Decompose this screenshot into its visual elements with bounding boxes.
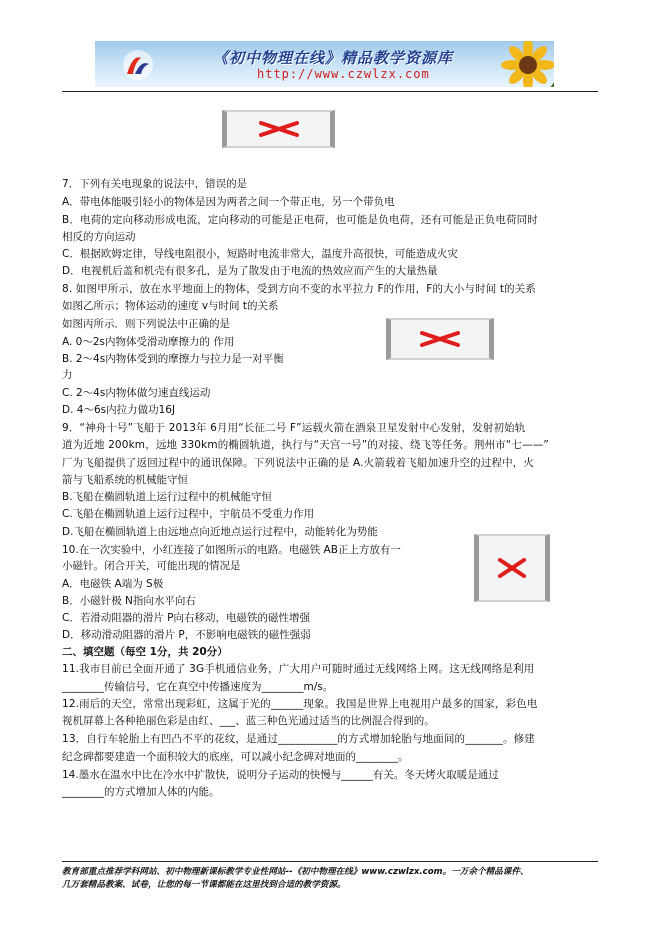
- sunflower-icon: [493, 41, 554, 87]
- q12-stem-cont: 视机屏幕上各种艳丽色彩是由红、___、蓝三种色光通过适当的比例混合得到的。: [62, 715, 435, 727]
- q8-stem: 8. 如图甲所示，放在水平地面上的物体，受到方向不变的水平拉力 F的作用，F的大小与时间 t的关系: [62, 283, 537, 295]
- q8-stem-cont: 如图乙所示；物体运动的速度 v与时间 t的关系: [62, 300, 279, 312]
- figure-placeholder-q10: [474, 534, 550, 602]
- broken-image-icon: [418, 331, 462, 347]
- q7-option-d: D．电视机后盖和机壳有很多孔，是为了散发由于电流的热效应而产生的大量热量: [62, 265, 438, 277]
- figure-placeholder-top: [222, 110, 335, 148]
- q8-stem-cont2: 如图丙所示．则下列说法中正确的是: [62, 318, 230, 330]
- site-logo-icon: [121, 48, 155, 82]
- broken-image-icon: [257, 121, 301, 137]
- q10-option-a: A．电磁铁 A端为 S极: [62, 578, 164, 590]
- q14-stem: 14.墨水在温水中比在冷水中扩散快，说明分子运动的快慢与______有关。冬天烤火取暖是通过: [62, 769, 499, 781]
- banner-url: http://www.czwlzx.com: [257, 67, 430, 81]
- q11-stem-cont: ________传输信号，它在真空中传播速度为________m/s。: [62, 681, 334, 693]
- q9-stem: 9．“神舟十号”飞船于 2013年 6月用“长征二号 F”运载火箭在酒泉卫星发射中心发射，发射初始轨: [62, 422, 526, 434]
- q10-option-d: D．移动滑动阻器的滑片 P，不影响电磁铁的磁性强弱: [62, 629, 311, 641]
- section-heading-fill-in: 二、填空题（每空 1分，共 20分）: [62, 646, 228, 658]
- footer-line-1: 教育部重点推荐学科网站、初中物理新课标教学专业性网站--《初中物理在线》www.czwlzx.com。一万余个精品课件、: [62, 867, 529, 877]
- header-banner: [95, 41, 554, 87]
- q9-option-a-cont: 箭与飞船系统的机械能守恒: [62, 474, 188, 486]
- q8-option-d: D. 4～6s内拉力做功16J: [62, 404, 176, 416]
- q11-stem: 11.我市目前已全面开通了 3G手机通信业务，广大用户可随时通过无线网络上网。这无线网络是利用: [62, 663, 535, 675]
- q9-option-b: B.飞船在椭圆轨道上运行过程中的机械能守恒: [62, 491, 273, 503]
- q8-option-b: B. 2～4s内物体受到的摩擦力与拉力是一对平衡: [62, 353, 284, 365]
- q8-option-c: C. 2～4s内物体做匀速直线运动: [62, 387, 211, 399]
- q10-option-c: C．若滑动阻器的滑片 P向右移动，电磁铁的磁性增强: [62, 612, 310, 624]
- banner-title: 《初中物理在线》精品教学资源库: [213, 49, 454, 67]
- q7-stem: 7．下列有关电现象的说法中，错误的是: [62, 178, 248, 190]
- q12-stem: 12.雨后的天空，常常出现彩虹，这属于光的______现象。我国是世界上电视用户最多的国家，彩色电: [62, 698, 538, 710]
- header-rule: [62, 91, 598, 92]
- q7-option-b: B．电荷的定向移动形成电流，定向移动的可能是正电荷，也可能是负电荷，还有可能是正负电荷同时: [62, 214, 538, 226]
- q9-stem-cont: 道为近地 200km，远地 330km的椭圆轨道，执行与“天宫一号”的对接、绕飞等任务。荆州市“七——”: [62, 439, 549, 451]
- q13-stem: 13．自行车轮胎上有凹凸不平的花纹，是通过___________的方式增加轮胎与地面间的_______。修建: [62, 733, 535, 745]
- footer-line-2: 几万套精品教案、试卷，让您的每一节课都能在这里找到合适的教学资源。: [62, 880, 346, 890]
- q8-option-a: A. 0～2s内物体受滑动摩擦力的 作用: [62, 336, 235, 348]
- q8-option-b-cont: 力: [62, 369, 73, 381]
- q10-option-b: B．小磁针极 N指向水平向右: [62, 595, 196, 607]
- q10-stem: 10.在一次实验中，小红连接了如图所示的电路。电磁铁 AB正上方放有一: [62, 544, 401, 556]
- q7-option-a: A．带电体能吸引轻小的物体是因为两者之间一个带正电，另一个带负电: [62, 196, 395, 208]
- q13-stem-cont: 纪念碑都要建造一个面积较大的底座，可以减小纪念碑对地面的________。: [62, 751, 409, 763]
- q9-option-d: D.飞船在椭圆轨道上由远地点向近地点运行过程中，动能转化为势能: [62, 526, 378, 538]
- q7-option-b-cont: 相反的方向运动: [62, 231, 136, 243]
- figure-placeholder-q8: [386, 318, 494, 360]
- q9-stem-cont2: 厂为飞船提供了返回过程中的通讯保障。下列说法中正确的是 A.火箭载着飞船加速升空的过程中，火: [62, 457, 535, 469]
- footer-rule: [62, 861, 598, 862]
- q7-option-c: C．根据欧姆定律，导线电阻很小，短路时电流非常大，温度升高很快，可能造成火灾: [62, 248, 458, 260]
- broken-image-icon: [497, 557, 527, 579]
- q14-stem-cont: ________的方式增加人体的内能。: [62, 786, 220, 798]
- q9-option-c: C.飞船在椭圆轨道上运行过程中，宇航员不受重力作用: [62, 508, 315, 520]
- q10-stem-cont: 小磁针。闭合开关，可能出现的情况是: [62, 560, 241, 572]
